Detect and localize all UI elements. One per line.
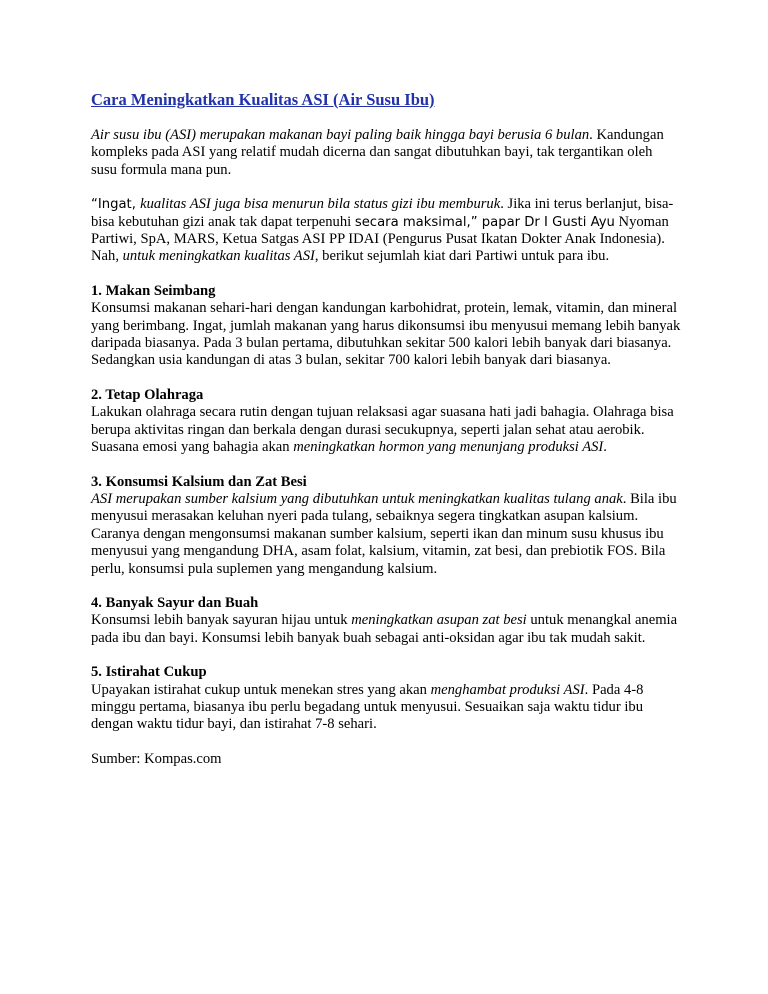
quote-mid-2: Nyoman Partiwi, SpA, MARS, Ketua Satgas ASI PP IDAI (Pengurus Pusat Ikatan Dokter Anak Indonesia). Nah,: [91, 213, 669, 265]
section-2: [91, 387, 681, 457]
section-2-italic: meningkatkan hormon yang menunjang produksi ASI: [293, 439, 604, 456]
section-5: [91, 664, 681, 734]
section-3-italic: ASI merupakan sumber kalsium yang dibutuhkan untuk meningkatkan kualitas tulang anak: [91, 490, 623, 507]
document-body: [91, 90, 681, 785]
quote-mid-1: . Jika ini terus berlanjut, bisa-bisa kebutuhan gizi anak tak dapat terpenuhi: [91, 196, 674, 230]
spacer: [91, 179, 681, 196]
section-3-after: . Bila ibu menyusui merasakan keluhan nyeri pada tulang, sebaiknya segera tingkatkan asupan kalsium. Caranya dengan mengonsumsi makanan sumber kalsium, seperti ikan dan minum susu khusus ibu menyusui yang mengandung DHA, asam folat, kalsium, vitamin, zat besi, dan prebiotik FOS. Bila perlu, konsumsi pula suplemen yang mengandung kalsium.: [91, 490, 677, 577]
intro-italic: Air susu ibu (ASI) merupakan makanan bayi paling baik hingga bayi berusia 6 bulan: [91, 127, 590, 143]
intro-text: . Kandungan kompleks pada ASI yang relatif mudah dicerna dan sangat dibutuhkan bayi, tak tergantikan oleh susu formula mana pun.: [91, 127, 664, 178]
quote-paragraph: [91, 196, 681, 266]
section-1-text: Konsumsi makanan sehari-hari dengan kandungan karbohidrat, protein, lemak, vitamin, dan mineral yang berimbang. Ingat, jumlah makanan yang harus dikonsumsi ibu menyusui memang lebih banyak daripada biasanya. Pada 3 bulan pertama, dibutuhkan sekitar 500 kalori lebih banyak dari biasanya. Sedangkan usia kandungan di atas 3 bulan, sekitar 700 kalori lebih banyak dari biasanya.: [91, 300, 681, 369]
intro-paragraph: [91, 127, 681, 179]
section-4: [91, 595, 681, 647]
section-5-after: . Pada 4-8 minggu pertama, biasanya ibu perlu begadang untuk menyusui. Sesuaikan saja waktu tidur ibu dengan waktu tidur bayi, dan istirahat 7-8 sehari.: [91, 681, 644, 733]
quote-open: “Ingat,: [91, 197, 141, 213]
section-2-after: .: [603, 439, 607, 456]
quote-mid-sans: secara maksimal,” papar Dr I Gusti Ayu: [354, 214, 615, 230]
section-4-heading: 4. Banyak Sayur dan Buah: [91, 594, 259, 611]
section-3-heading: 3. Konsumsi Kalsium dan Zat Besi: [91, 473, 307, 490]
source-line: Sumber: Kompas.com: [91, 750, 222, 767]
section-5-text: Upayakan istirahat cukup untuk menekan stres yang akan: [91, 681, 431, 698]
section-1-heading: 1. Makan Seimbang: [91, 282, 216, 299]
section-4-after: untuk menangkal anemia pada ibu dan bayi. Konsumsi lebih banyak buah sebagai anti-oksidan agar ibu tak mudah sakit.: [91, 612, 678, 646]
section-3: [91, 474, 681, 578]
section-5-italic: menghambat produksi ASI: [430, 681, 585, 698]
section-2-text: Lakukan olahraga secara rutin dengan tujuan relaksasi agar suasana hati jadi bahagia. Olahraga bisa berupa aktivitas ringan dan berkala dengan durasi secukupnya, seperti jalan sehat atau aerobik. Suasana emosi yang bahagia akan: [91, 404, 674, 456]
section-4-text: Konsumsi lebih banyak sayuran hijau untuk: [91, 612, 352, 629]
quote-italic-2: untuk meningkatkan kualitas ASI: [122, 248, 315, 265]
quote-italic-1: kualitas ASI juga bisa menurun bila status gizi ibu memburuk: [140, 196, 501, 213]
section-4-italic: meningkatkan asupan zat besi: [351, 612, 527, 629]
section-1: [91, 283, 681, 370]
section-5-heading: 5. Istirahat Cukup: [91, 664, 207, 681]
document-title: Cara Meningkatkan Kualitas ASI (Air Susu Ibu): [91, 90, 435, 109]
section-2-heading: 2. Tetap Olahraga: [91, 386, 204, 403]
quote-end: , berikut sejumlah kiat dari Partiwi untuk para ibu.: [314, 248, 610, 265]
